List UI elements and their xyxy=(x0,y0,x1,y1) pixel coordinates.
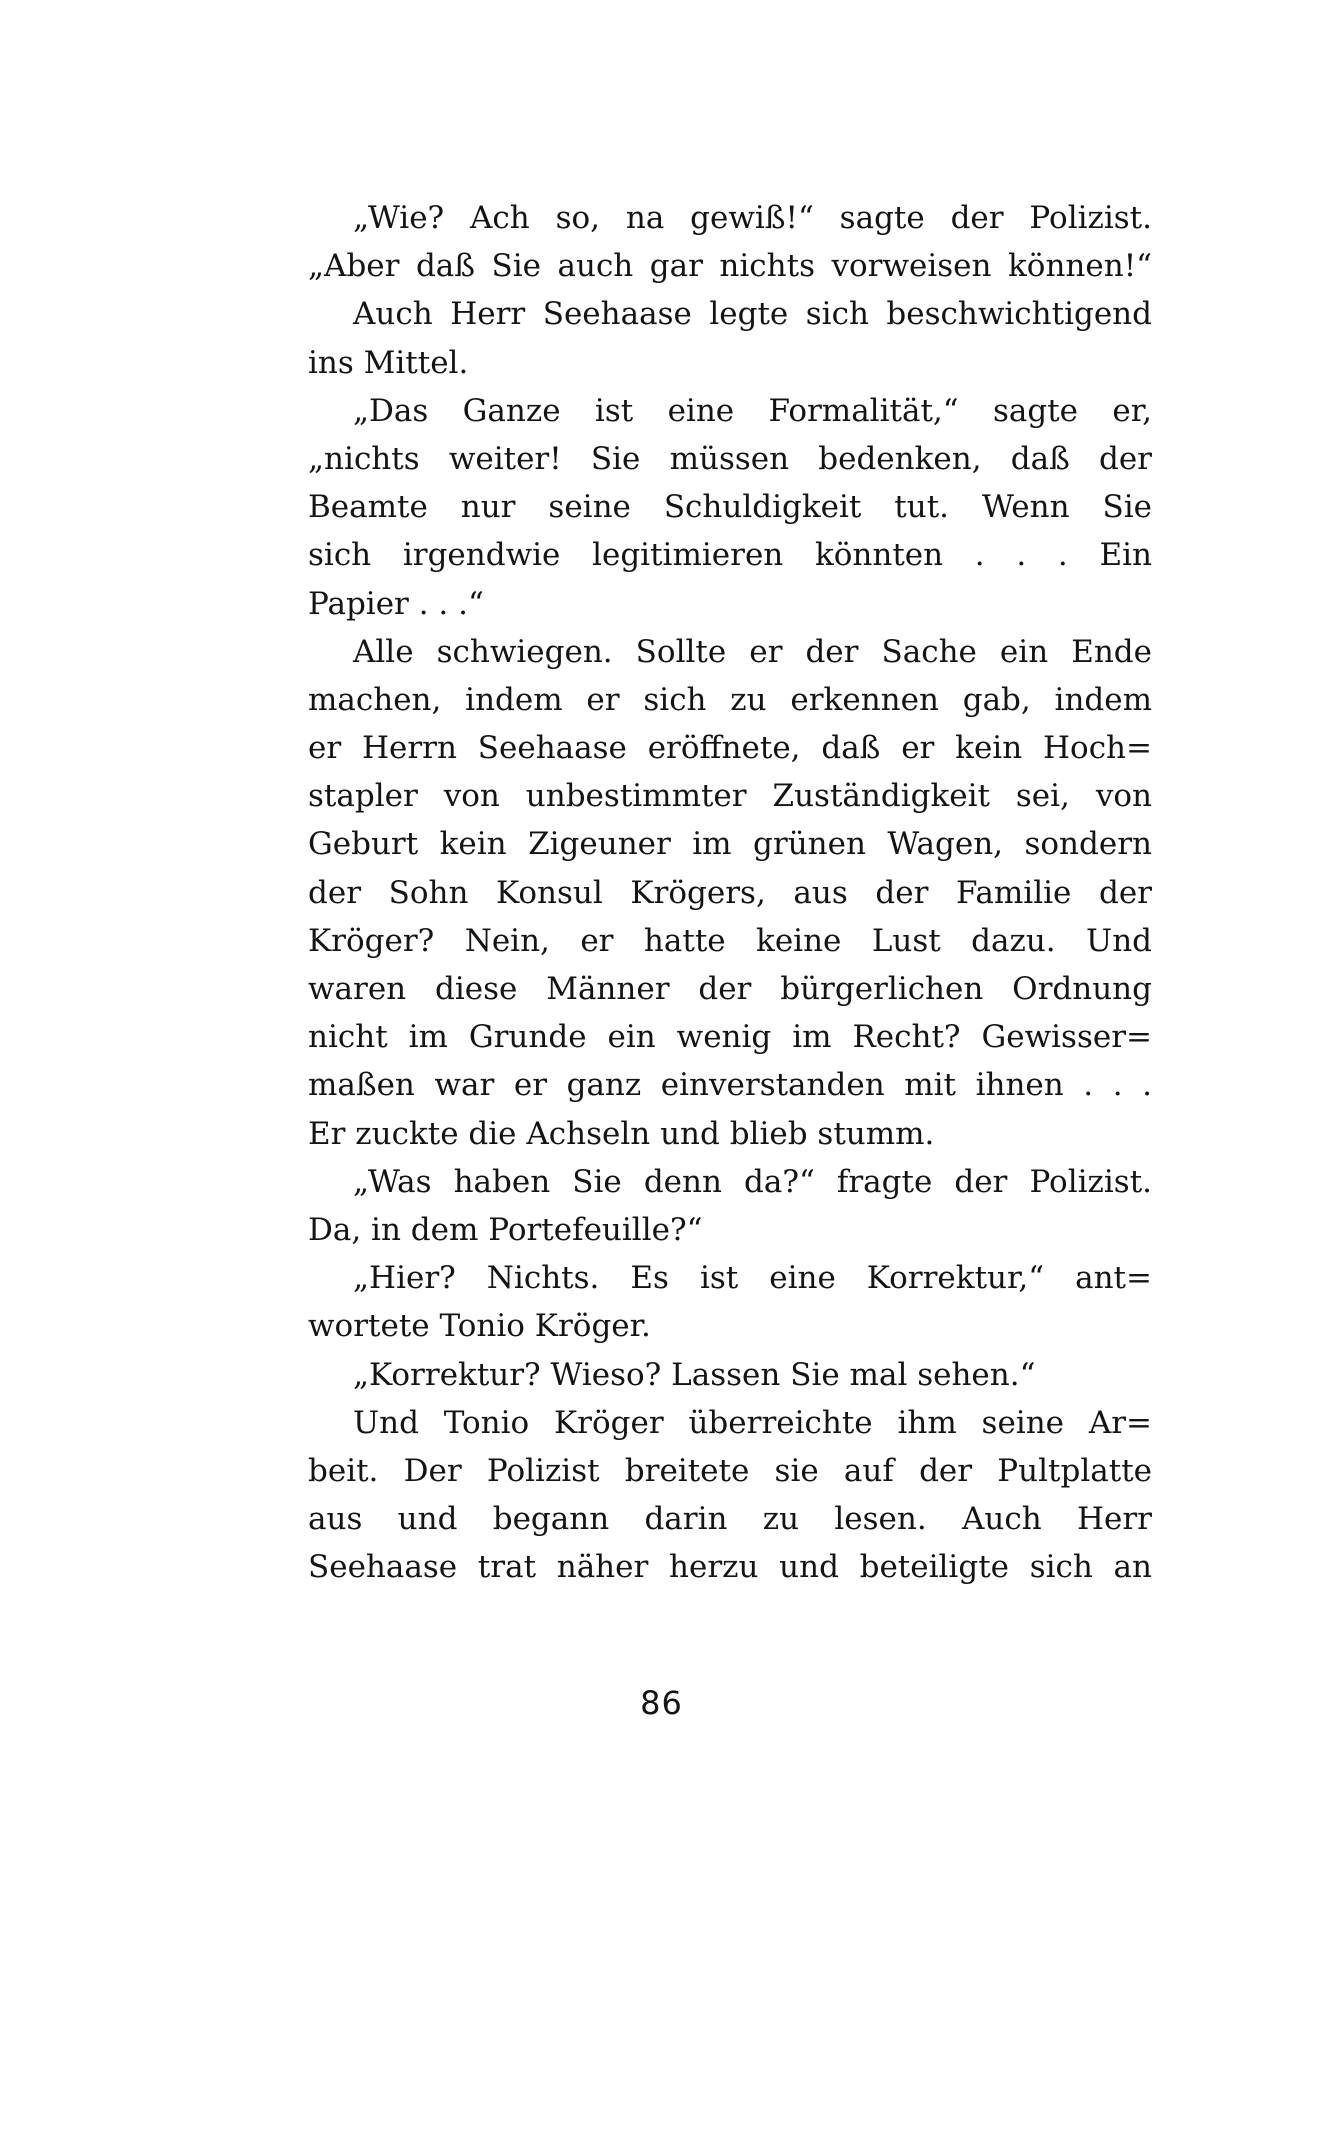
text-line: „Aber daß Sie auch gar nichts vorweisen können!“ xyxy=(308,248,1152,285)
text-line: sich irgendwie legitimieren könnten . . . Ein xyxy=(308,537,1152,574)
text-line: beit. Der Polizist breitete sie auf der Pultplatte xyxy=(308,1452,1152,1489)
text-line: Papier . . .“ xyxy=(308,585,484,622)
text-line: nicht im Grunde ein wenig im Recht? Gewisser= xyxy=(308,1019,1152,1056)
text-line: „Wie? Ach so, na gewiß!“ sagte der Polizist. xyxy=(353,200,1152,236)
page-number: 86 xyxy=(640,1684,683,1722)
text-line: ins Mittel. xyxy=(308,344,469,381)
text-line: „Was haben Sie denn da?“ fragte der Polizist. xyxy=(353,1163,1152,1200)
text-line: waren diese Männer der bürgerlichen Ordnung xyxy=(308,971,1152,1007)
text-line: Alle schwiegen. Sollte er der Sache ein Ende xyxy=(353,633,1152,670)
text-line: der Sohn Konsul Krögers, aus der Familie der xyxy=(308,874,1152,911)
text-line: Da, in dem Portefeuille?“ xyxy=(308,1211,703,1248)
text-line: Geburt kein Zigeuner im grünen Wagen, sondern xyxy=(308,826,1152,863)
text-line: „Hier? Nichts. Es ist eine Korrektur,“ ant= xyxy=(353,1260,1152,1297)
text-line: „nichts weiter! Sie müssen bedenken, daß der xyxy=(308,440,1152,477)
text-line: „Das Ganze ist eine Formalität,“ sagte er, xyxy=(353,392,1152,429)
text-line: Seehaase trat näher herzu und beteiligte sich an xyxy=(308,1549,1152,1586)
text-line: er Herrn Seehaase eröffnete, daß er kein Hoch= xyxy=(308,730,1152,767)
text-line: aus und begann darin zu lesen. Auch Herr xyxy=(308,1501,1152,1538)
text-line: Beamte nur seine Schuldigkeit tut. Wenn Sie xyxy=(308,489,1152,526)
text-line: „Korrektur? Wieso? Lassen Sie mal sehen.“ xyxy=(353,1356,1036,1393)
text-line: Kröger? Nein, er hatte keine Lust dazu. Und xyxy=(308,922,1152,959)
text-line: stapler von unbestimmter Zuständigkeit sei, von xyxy=(308,778,1152,815)
body-text xyxy=(308,194,1152,1591)
text-line: Und Tonio Kröger überreichte ihm seine Ar= xyxy=(353,1404,1152,1441)
text-line: wortete Tonio Kröger. xyxy=(308,1308,651,1345)
text-line: maßen war er ganz einverstanden mit ihnen . . . xyxy=(308,1067,1152,1104)
text-line: Er zuckte die Achseln und blieb stumm. xyxy=(308,1115,935,1152)
text-line: Auch Herr Seehaase legte sich beschwichtigend xyxy=(353,296,1152,333)
text-line: machen, indem er sich zu erkennen gab, indem xyxy=(308,681,1152,718)
